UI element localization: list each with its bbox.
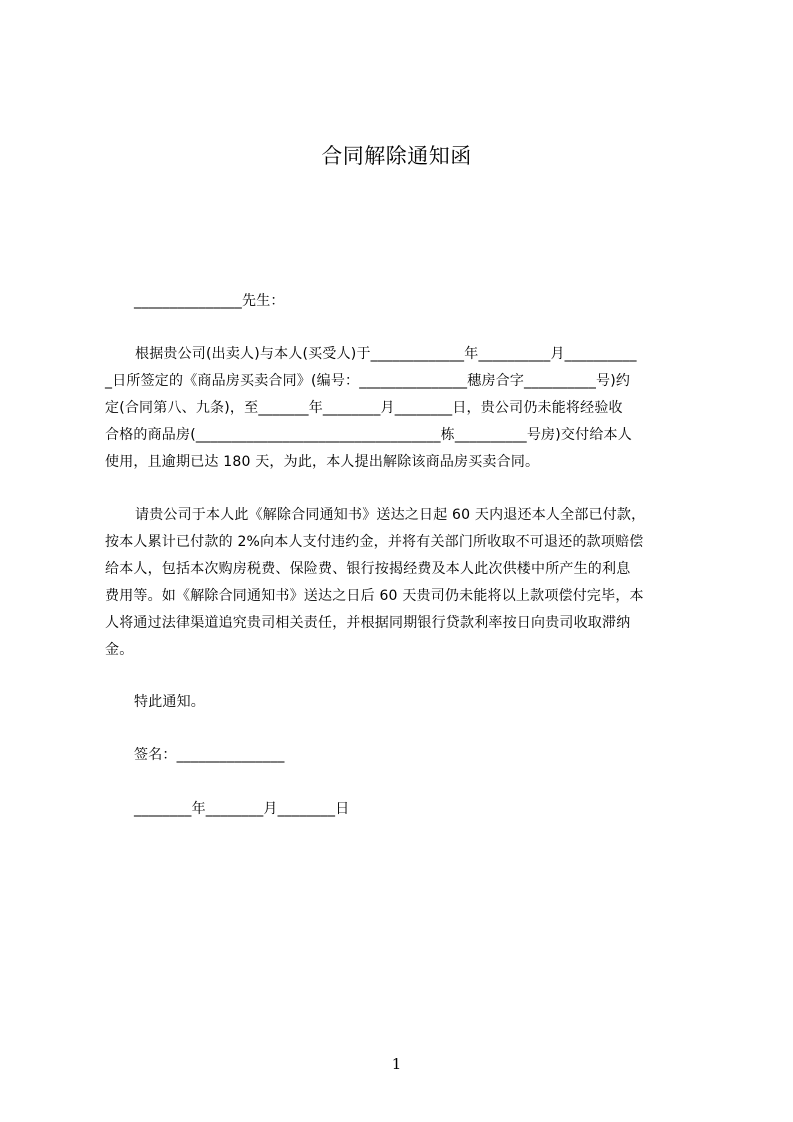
page-number: 1 [391, 1055, 402, 1073]
signature-line: 签名：_______________ [134, 747, 285, 763]
paragraph-line: 费用等。如《解除合同通知书》送达之日后 60 天贵司仍未能将以上款项偿付完毕，本 [105, 588, 644, 604]
salutation-line: _______________先生： [134, 293, 285, 309]
document-title: 合同解除通知函 [321, 144, 472, 168]
paragraph-line: 合格的商品房(__________________________________栋__________号房)交付给本人 [105, 427, 632, 443]
paragraph-line: _日所签定的《商品房买卖合同》(编号：_______________穗房合字__________号)约 [105, 373, 631, 389]
paragraph-line: 根据贵公司(出卖人)与本人(买受人)于_____________年__________月__________ [135, 346, 637, 362]
paragraph-line: 金。 [105, 642, 134, 658]
closing-notice: 特此通知。 [134, 694, 205, 710]
paragraph-line: 给本人，包括本次购房税费、保险费、银行按揭经费及本人此次供楼中所产生的利息 [105, 561, 631, 577]
paragraph-line: 使用，且逾期已达 180 天，为此，本人提出解除该商品房买卖合同。 [105, 454, 540, 470]
paragraph-line: 定(合同第八、九条)，至_______年________月________日，贵公司仍未能将经验收 [105, 400, 623, 416]
paragraph-line: 人将通过法律渠道追究贵司相关责任，并根据同期银行贷款利率按日向贵司收取滞纳 [105, 615, 631, 631]
date-line: ________年________月________日 [134, 801, 350, 817]
paragraph-line: 按本人累计已付款的 2%向本人支付违约金，并将有关部门所收取不可退还的款项赔偿 [105, 534, 644, 550]
paragraph-line: 请贵公司于本人此《解除合同通知书》送达之日起 60 天内退还本人全部已付款， [135, 507, 646, 523]
